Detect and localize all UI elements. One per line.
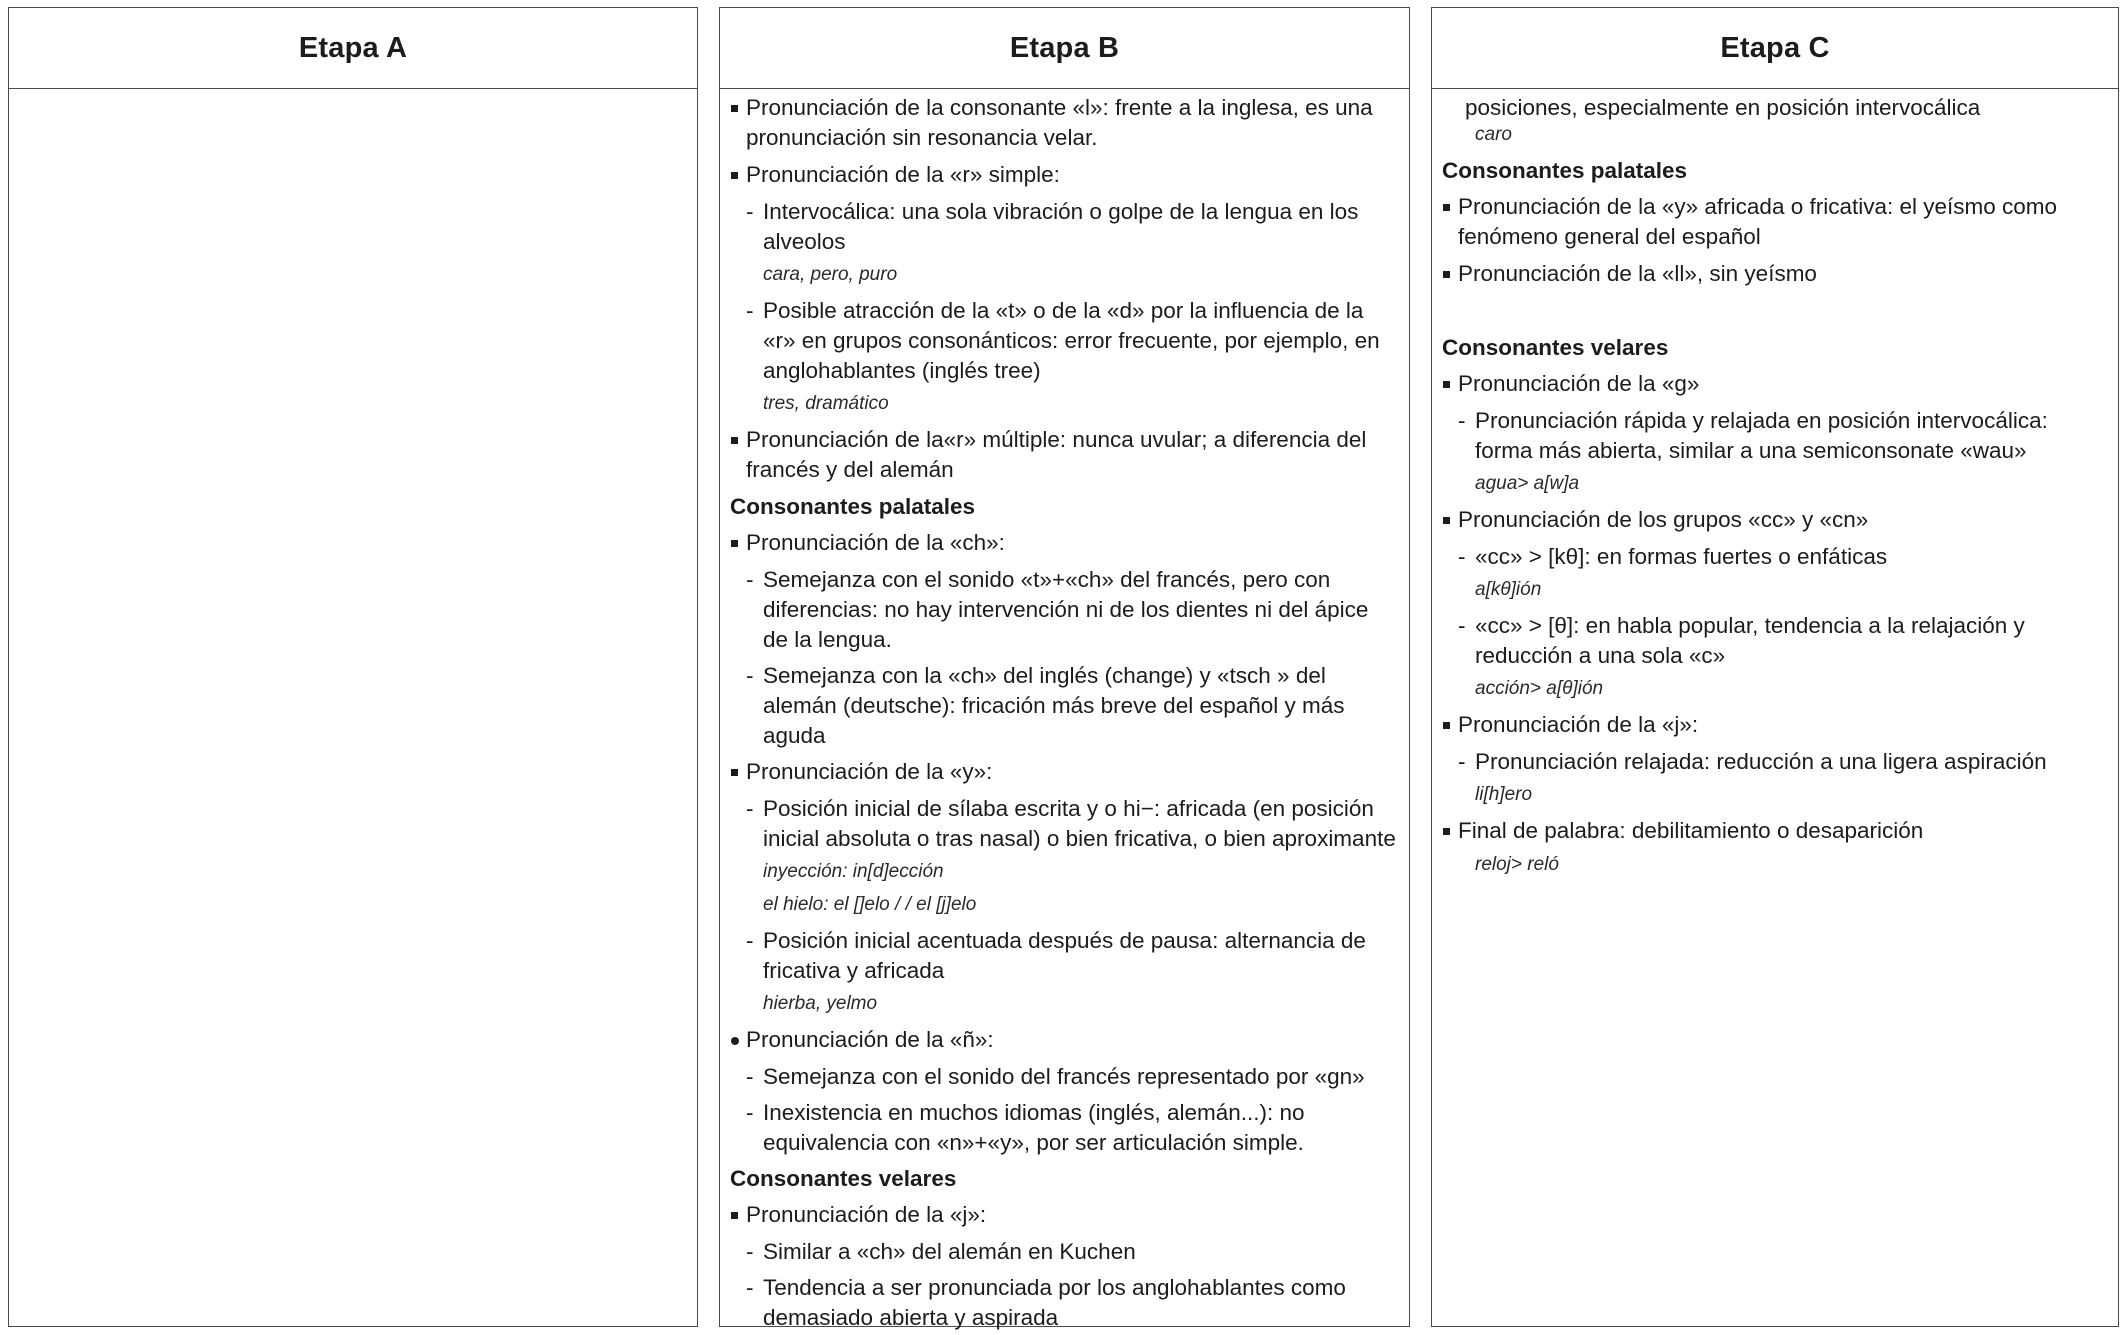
bullet-item: Pronunciación de la «y»: — [730, 757, 1399, 787]
example-text: inyección: in[d]ección — [763, 861, 944, 882]
dash-item: - Tendencia a ser pronunciada por los anglohablantes como demasiado abierta y aspirada — [730, 1273, 1399, 1333]
column-body — [1432, 89, 2118, 1317]
example-text: hierba, yelmo — [763, 993, 878, 1014]
example-text: agua> a[w]a — [1475, 473, 1580, 494]
bullet-item: Pronunciación de los grupos «cc» y «cn» — [1442, 505, 2108, 535]
example-text: acción> a[θ]ión — [1475, 678, 1604, 699]
dash-item: - Posible atracción de la «t» o de la «d» por la influencia de la «r» en grupos consonánticos: error frecuente, por ejemplo, en anglohablantes (inglés tree) — [730, 296, 1399, 386]
column-body — [9, 89, 697, 1317]
column-etapa-b — [719, 7, 1410, 1330]
example-text: li[h]ero — [1475, 784, 1533, 805]
section-heading: Consonantes palatales — [730, 494, 976, 519]
dash-item: - Semejanza con el sonido «t»+«ch» del francés, pero con diferencias: no hay intervención ni de los dientes ni del ápice de la lengua. — [730, 565, 1399, 655]
spacer — [1442, 296, 2108, 328]
example-text: cara, pero, puro — [763, 264, 898, 285]
column-etapa-a — [8, 7, 698, 1327]
section-heading: Consonantes velares — [1442, 335, 1669, 360]
dash-item: - Posición inicial acentuada después de pausa: alternancia de fricativa y africada — [730, 926, 1399, 986]
dash-item: - Pronunciación rápida y relajada en posición intervocálica: forma más abierta, similar a una semiconsonate «wau» — [1442, 406, 2108, 466]
bullet-item: Pronunciación de la «ch»: — [730, 528, 1399, 558]
bullet-item: Pronunciación de la «j»: — [1442, 710, 2108, 740]
column-etapa-c — [1431, 7, 2119, 1327]
example-text: el hielo: el []elo / / el [j]elo — [763, 894, 977, 915]
dash-item: - «cc» > [kθ]: en formas fuertes o enfáticas — [1442, 542, 2108, 572]
dash-item: - Inexistencia en muchos idiomas (inglés, alemán...): no equivalencia con «n»+«y», por ser articulación simple. — [730, 1098, 1399, 1158]
example-text: tres, dramático — [763, 393, 889, 414]
dash-item: - «cc» > [θ]: en habla popular, tendencia a la relajación y reducción a una sola «c» — [1442, 611, 2108, 671]
dash-item: - Similar a «ch» del alemán en Kuchen — [730, 1237, 1399, 1267]
bullet-item: Pronunciación de la «g» — [1442, 369, 2108, 399]
bullet-item: Final de palabra: debilitamiento o desaparición — [1442, 816, 2108, 846]
bullet-item: Pronunciación de la consonante «l»: frente a la inglesa, es una pronunciación sin resonancia velar. — [730, 93, 1399, 153]
dash-item: - Pronunciación relajada: reducción a una ligera aspiración — [1442, 747, 2108, 777]
example-text: a[kθ]ión — [1475, 579, 1542, 600]
bullet-item: Pronunciación de la «ll», sin yeísmo — [1442, 259, 2108, 289]
column-header: Etapa A — [9, 8, 697, 89]
dash-item: - Intervocálica: una sola vibración o golpe de la lengua en los alveolos — [730, 197, 1399, 257]
example-text: reloj> reló — [1475, 854, 1559, 875]
continued-text: posiciones, especialmente en posición intervocálica — [1465, 95, 1981, 120]
bullet-item: Pronunciación de la «j»: — [730, 1200, 1399, 1230]
column-header: Etapa B — [720, 8, 1409, 89]
dash-item: - Semejanza con el sonido del francés representado por «gn» — [730, 1062, 1399, 1092]
column-body — [720, 89, 1409, 1330]
column-header: Etapa C — [1432, 8, 2118, 89]
section-heading: Consonantes velares — [730, 1166, 957, 1191]
section-heading: Consonantes palatales — [1442, 158, 1688, 183]
bullet-item: Pronunciación de la «ñ»: — [730, 1025, 1399, 1055]
bullet-item: Pronunciación de la «r» simple: — [730, 160, 1399, 190]
bullet-item: Pronunciación de la«r» múltiple: nunca uvular; a diferencia del francés y del alemán — [730, 425, 1399, 485]
example-text: caro — [1475, 124, 1512, 145]
dash-item: - Posición inicial de sílaba escrita y o hi−: africada (en posición inicial absoluta o tras nasal) o bien fricativa, o bien aproximante — [730, 794, 1399, 854]
bullet-item: Pronunciación de la «y» africada o fricativa: el yeísmo como fenómeno general del español — [1442, 192, 2108, 252]
dash-item: - Semejanza con la «ch» del inglés (change) y «tsch » del alemán (deutsche): fricación más breve del español y más aguda — [730, 661, 1399, 751]
